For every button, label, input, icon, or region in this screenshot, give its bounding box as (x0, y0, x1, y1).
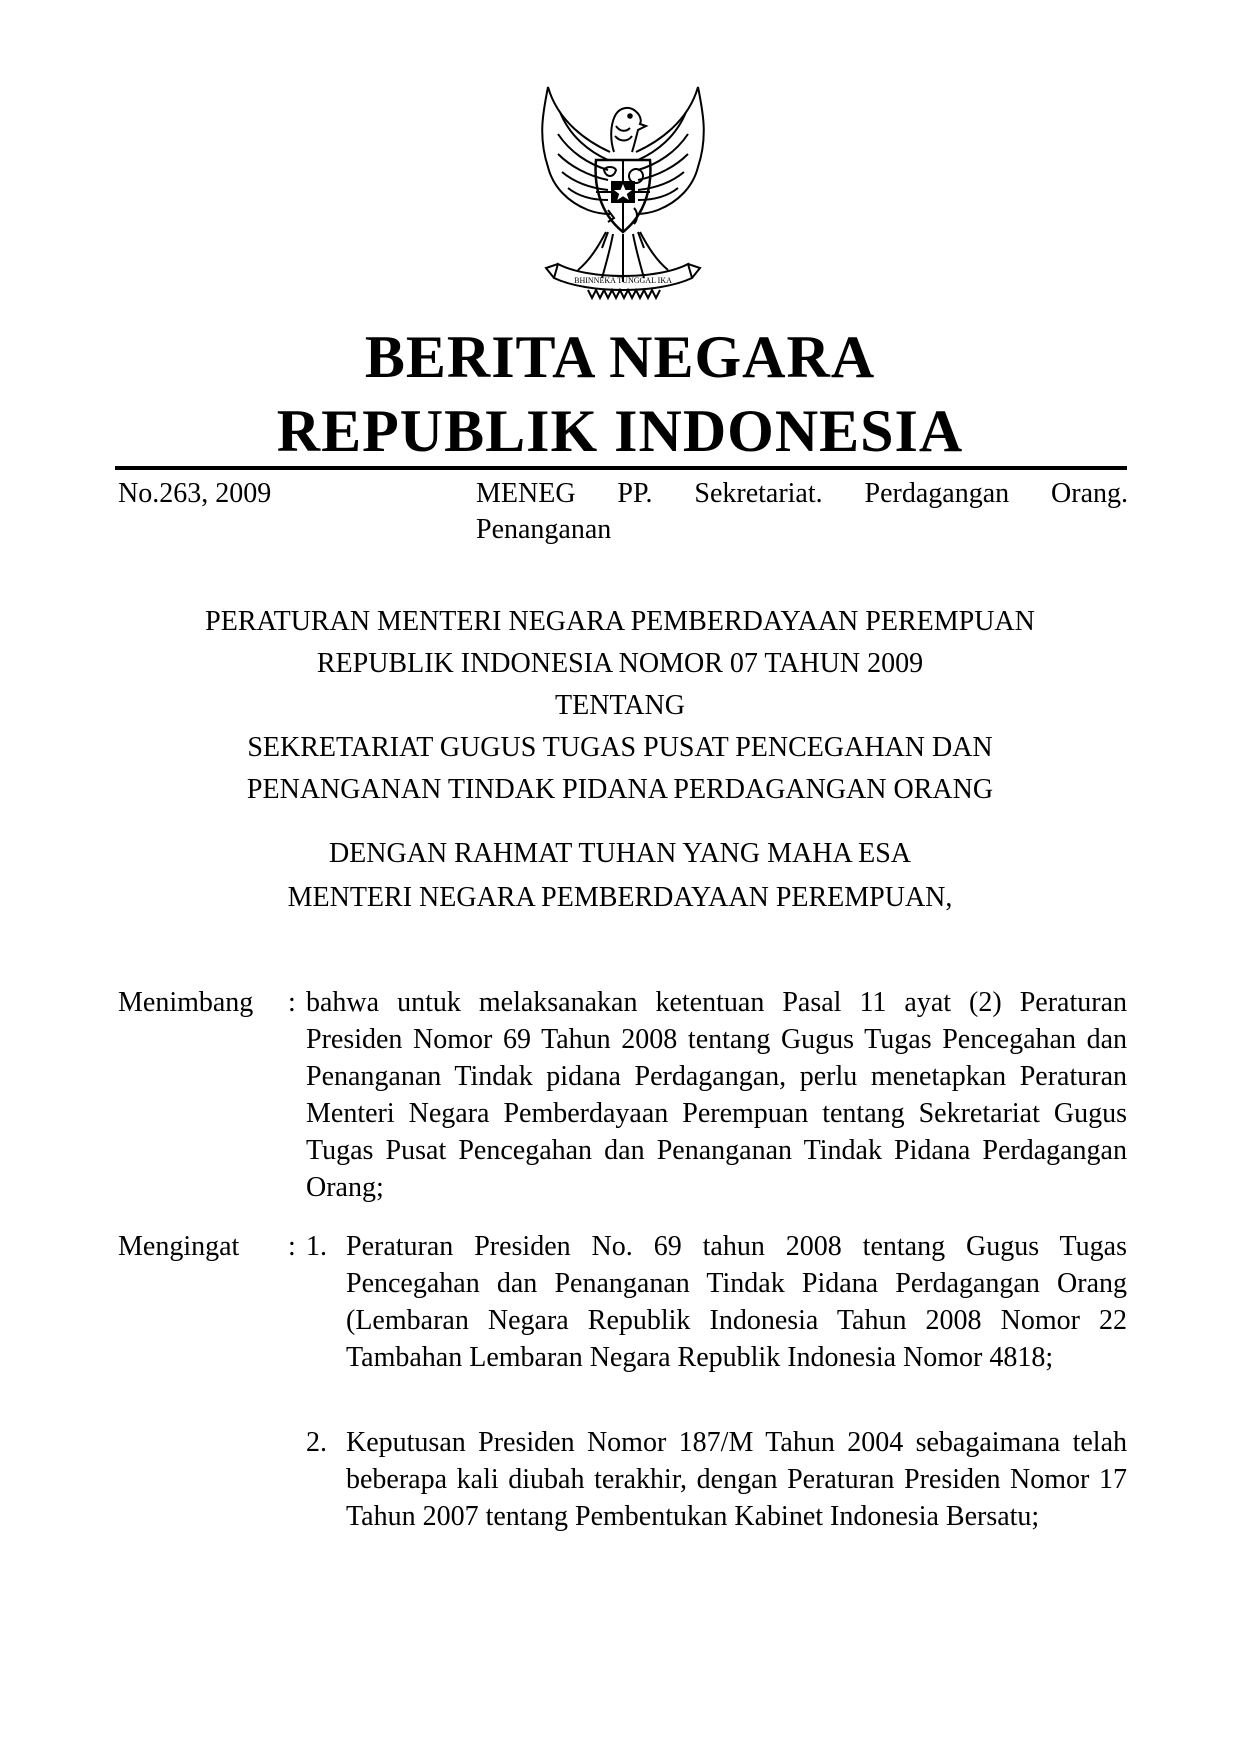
regulation-title-line-2: REPUBLIK INDONESIA NOMOR 07 TAHUN 2009 (316, 648, 924, 679)
regulation-title-line-1: PERATURAN MENTERI NEGARA PEMBERDAYAAN PEREMPUAN (205, 606, 1035, 637)
issue-number: No.263, 2009 (118, 478, 272, 509)
menimbang-colon: : (288, 987, 296, 1018)
mengingat-label: Mengingat (118, 1231, 240, 1262)
mengingat-item-1-text: Peraturan Presiden No. 69 tahun 2008 tentang Gugus Tugas Pencegahan dan Penanganan Tindak Pidana Perdagangan Orang (Lembaran Negara Republik Indonesia Tahun 2008 Nomor 22 Tambahan Lembaran Negara Republik Indonesia Nomor 4818; (346, 1231, 1127, 1373)
masthead-title: BERITA NEGARA (364, 324, 876, 390)
menimbang-label: Menimbang (118, 987, 254, 1018)
opening-line-2: MENTERI NEGARA PEMBERDAYAAN PEREMPUAN, (287, 882, 953, 913)
regulation-title-line-4: SEKRETARIAT GUGUS TUGAS PUSAT PENCEGAHAN DAN (247, 732, 993, 763)
menimbang-text: bahwa untuk melaksanakan ketentuan Pasal 11 ayat (2) Peraturan Presiden Nomor 69 Tahun 2008 tentang Gugus Tugas Pencegahan dan Penanganan Tindak pidana Perdagangan, perlu menetapkan Peraturan Menteri Negara Pemberdayaan Perempuan tentang Sekretariat Gugus Tugas Pusat Pencegahan dan Penanganan Tindak Pidana Perdagangan Orang; (306, 987, 1127, 1203)
masthead-subtitle: REPUBLIK INDONESIA (276, 398, 964, 464)
regulation-title-line-5: PENANGANAN TINDAK PIDANA PERDAGANGAN ORANG (246, 774, 994, 805)
mengingat-item-2-number: 2. (306, 1427, 327, 1458)
opening-line-1: DENGAN RAHMAT TUHAN YANG MAHA ESA (328, 838, 912, 869)
emblem-motto-text: BHINNEKA TUNGGAL IKA (574, 276, 672, 285)
garuda-emblem (518, 82, 728, 302)
issue-subject: MENEG PP. Sekretariat. Perdagangan Orang. Penanganan (476, 478, 1128, 545)
mengingat-item-1-number: 1. (306, 1231, 327, 1262)
masthead-rule (115, 466, 1127, 470)
regulation-title-line-3: TENTANG (555, 690, 685, 721)
mengingat-item-2-text: Keputusan Presiden Nomor 187/M Tahun 2004 sebagaimana telah beberapa kali diubah terakhir, dengan Peraturan Presiden Nomor 17 Tahun 2007 tentang Pembentukan Kabinet Indonesia Bersatu; (346, 1427, 1127, 1532)
mengingat-colon: : (288, 1231, 296, 1262)
